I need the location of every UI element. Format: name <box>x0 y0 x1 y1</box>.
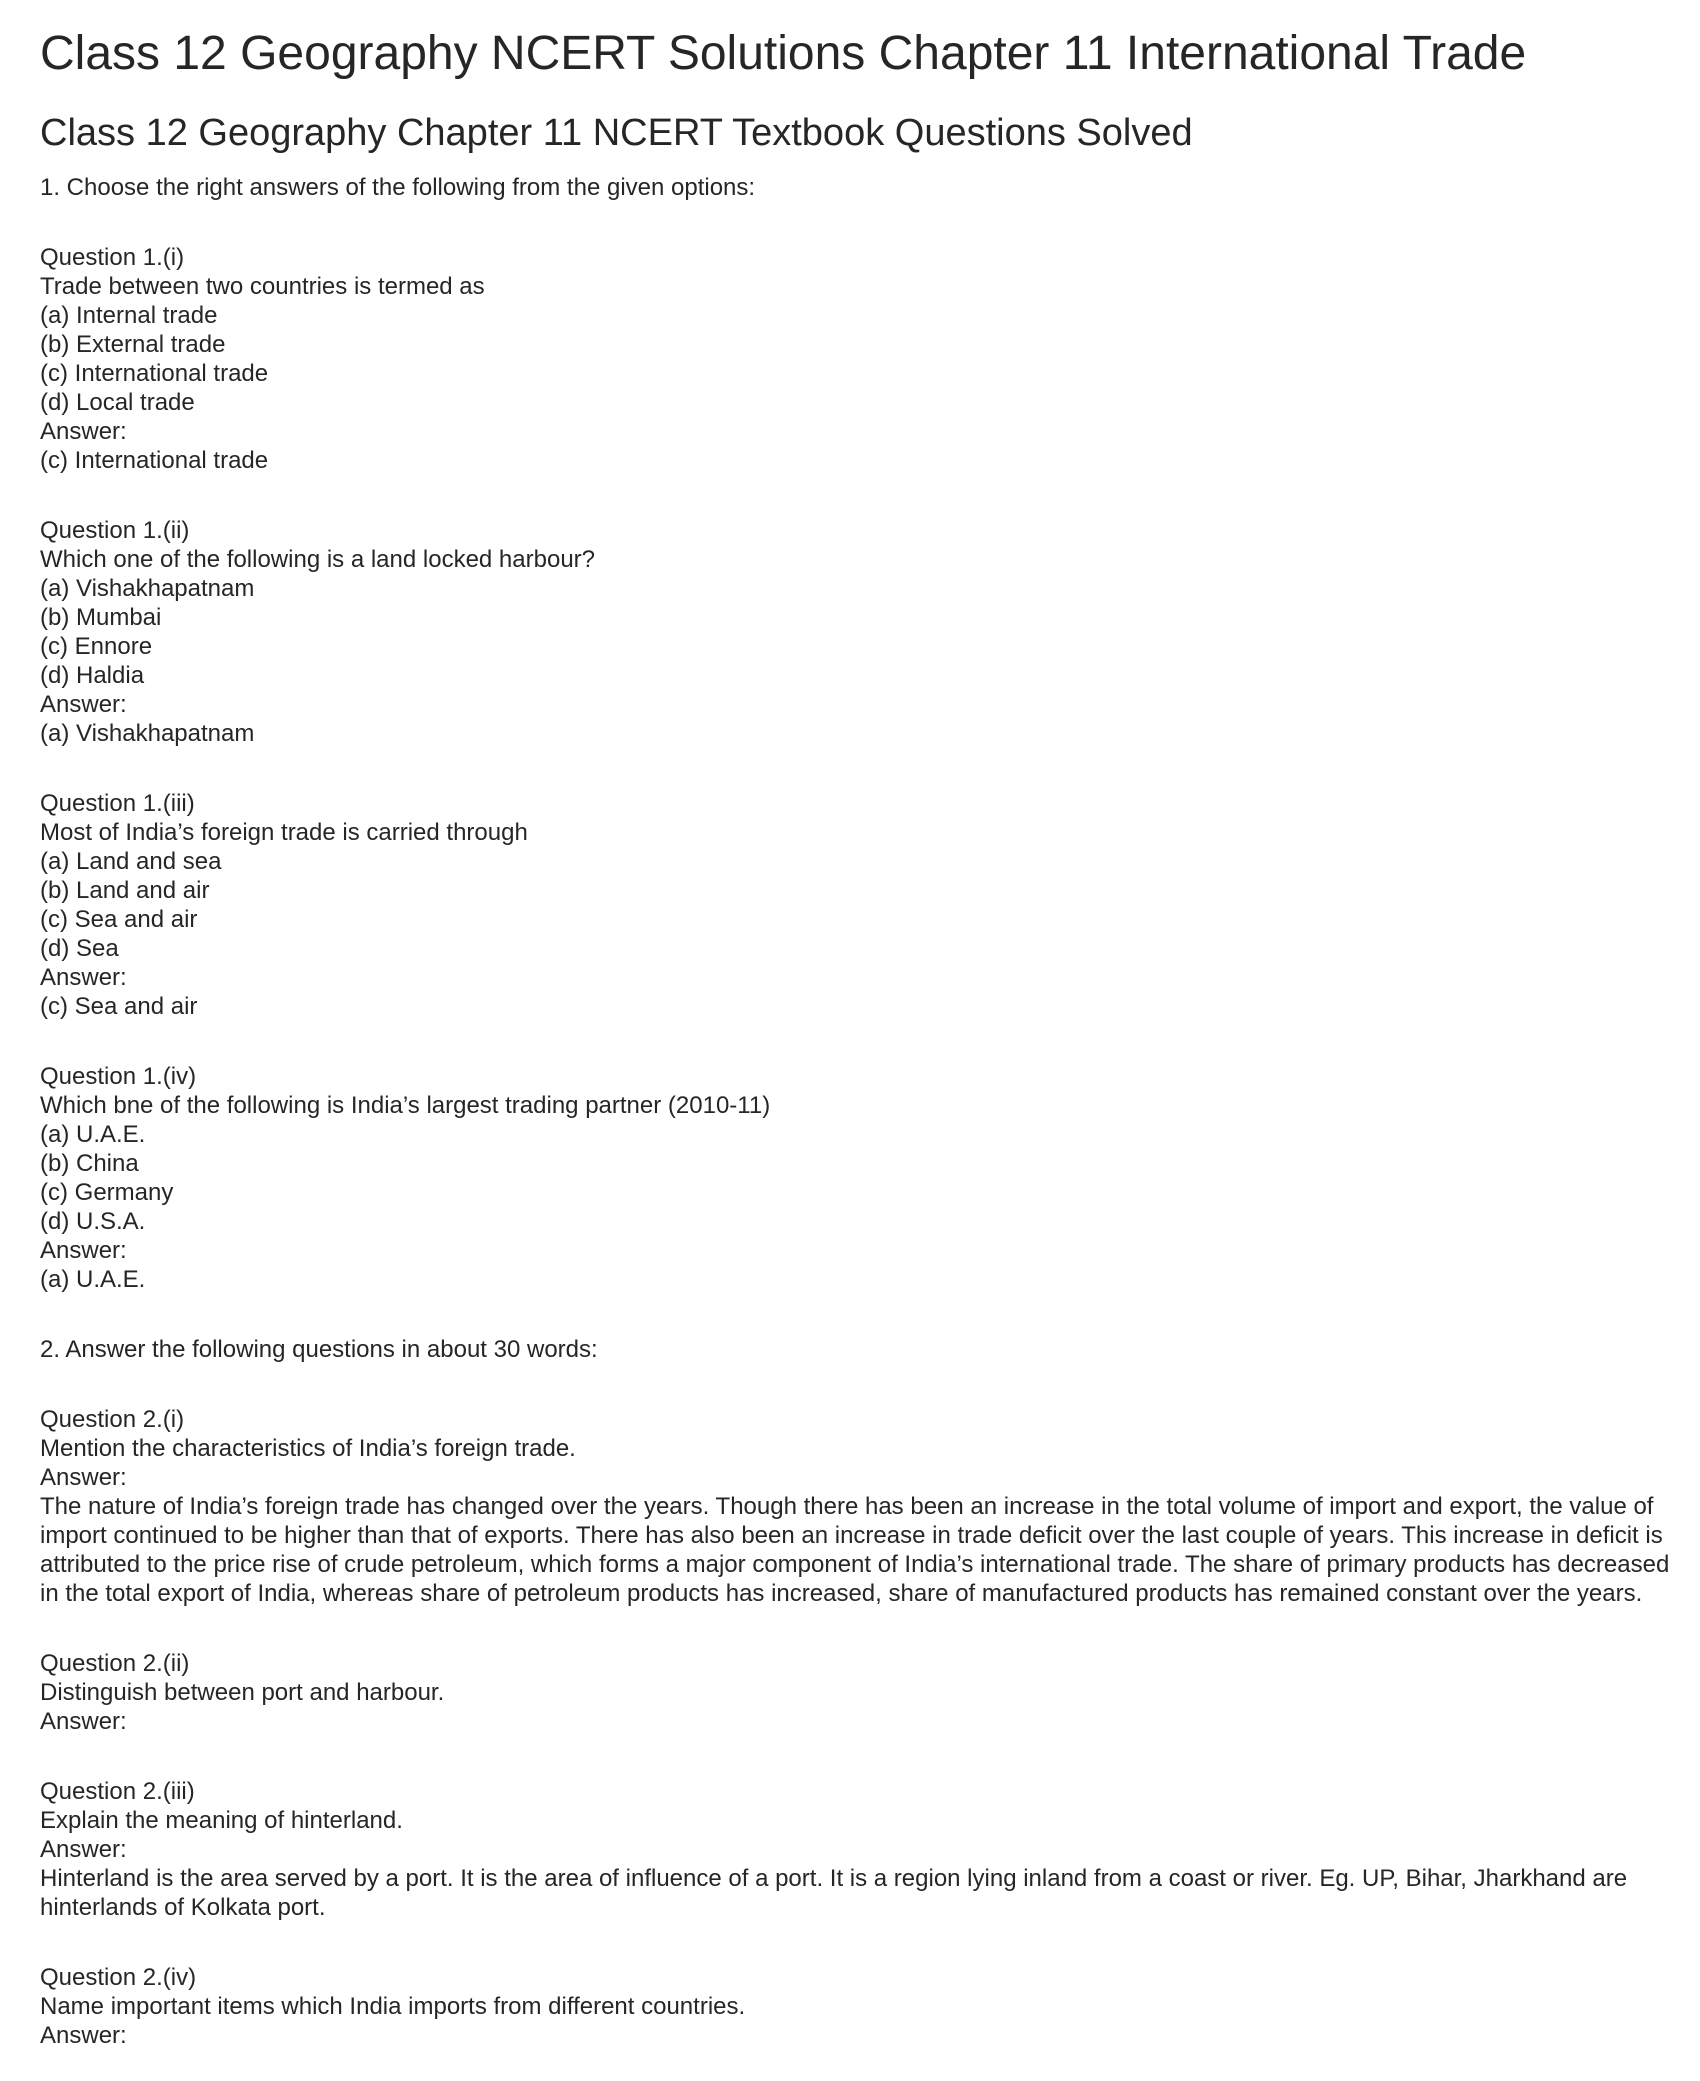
question-block <box>40 789 1680 1021</box>
question-block <box>40 1062 1680 1294</box>
answer-label: Answer: <box>40 2022 127 2049</box>
option: (d) Haldia <box>40 662 145 689</box>
question-label: Question 1.(ii) <box>40 517 190 544</box>
question-text: Which bne of the following is India’s largest trading partner (2010-11) <box>40 1092 771 1119</box>
section-2-heading: 2. Answer the following questions in about 30 words: <box>40 1336 598 1363</box>
question-label: Question 1.(iii) <box>40 790 195 817</box>
answer-text: (c) Sea and air <box>40 993 198 1020</box>
question-text: Distinguish between port and harbour. <box>40 1679 445 1706</box>
answer-label: Answer: <box>40 1708 127 1735</box>
question-text: Most of India’s foreign trade is carried through <box>40 819 528 846</box>
option: (c) Ennore <box>40 633 153 660</box>
question-label: Question 2.(iv) <box>40 1964 197 1991</box>
option: (b) External trade <box>40 331 226 358</box>
question-label: Question 1.(i) <box>40 244 185 271</box>
question-text: Trade between two countries is termed as <box>40 273 485 300</box>
page-title: Class 12 Geography NCERT Solutions Chapter 11 International Trade <box>40 27 1527 80</box>
answer-text: (a) U.A.E. <box>40 1266 146 1293</box>
section-1-heading: 1. Choose the right answers of the following from the given options: <box>40 174 756 201</box>
option: (a) Land and sea <box>40 848 222 875</box>
question-block <box>40 1405 1680 1608</box>
question-label: Question 2.(ii) <box>40 1650 190 1677</box>
answer-text: (c) International trade <box>40 447 269 474</box>
document-page <box>40 0 1680 2050</box>
question-text: Explain the meaning of hinterland. <box>40 1807 403 1834</box>
answer-label: Answer: <box>40 1836 127 1863</box>
option: (b) China <box>40 1150 139 1177</box>
option: (d) Local trade <box>40 389 195 416</box>
option: (b) Land and air <box>40 877 210 904</box>
question-block <box>40 516 1680 748</box>
option: (d) U.S.A. <box>40 1208 146 1235</box>
question-text: Which one of the following is a land locked harbour? <box>40 546 595 573</box>
answer-label: Answer: <box>40 691 127 718</box>
page-subtitle: Class 12 Geography Chapter 11 NCERT Textbook Questions Solved <box>40 112 1193 154</box>
option: (a) Vishakhapatnam <box>40 575 255 602</box>
option: (a) U.A.E. <box>40 1121 146 1148</box>
question-block <box>40 1649 1680 1736</box>
question-label: Question 2.(i) <box>40 1406 185 1433</box>
question-text: Mention the characteristics of India’s foreign trade. <box>40 1435 576 1462</box>
question-block <box>40 1777 1680 1922</box>
question-label: Question 2.(iii) <box>40 1778 195 1805</box>
question-text: Name important items which India imports from different countries. <box>40 1993 746 2020</box>
question-label: Question 1.(iv) <box>40 1063 197 1090</box>
option: (d) Sea <box>40 935 119 962</box>
answer-paragraph: The nature of India’s foreign trade has changed over the years. Though there has been an increase in the total volume of import and export, the value of import continued to be higher than that of exports. There has also been an increase in trade deficit over the last couple of years. This increase in deficit is attributed to the price rise of crude petroleum, which forms a major component of India’s international trade. The share of primary products has decreased in the total export of India, whereas share of petroleum products has increased, share of manufactured products has remained constant over the years. <box>40 1493 1670 1607</box>
answer-paragraph: Hinterland is the area served by a port. It is the area of influence of a port. It is a region lying inland from a coast or river. Eg. UP, Bihar, Jharkhand are hinterlands of Kolkata port. <box>40 1865 1628 1921</box>
option: (c) International trade <box>40 360 269 387</box>
question-block <box>40 1963 1680 2050</box>
answer-label: Answer: <box>40 418 127 445</box>
answer-label: Answer: <box>40 1237 127 1264</box>
answer-label: Answer: <box>40 1464 127 1491</box>
answer-label: Answer: <box>40 964 127 991</box>
section-2-heading-wrap <box>40 1335 1680 1364</box>
option: (c) Germany <box>40 1179 174 1206</box>
answer-text: (a) Vishakhapatnam <box>40 720 255 747</box>
question-block <box>40 243 1680 475</box>
option: (a) Internal trade <box>40 302 218 329</box>
option: (b) Mumbai <box>40 604 162 631</box>
option: (c) Sea and air <box>40 906 198 933</box>
